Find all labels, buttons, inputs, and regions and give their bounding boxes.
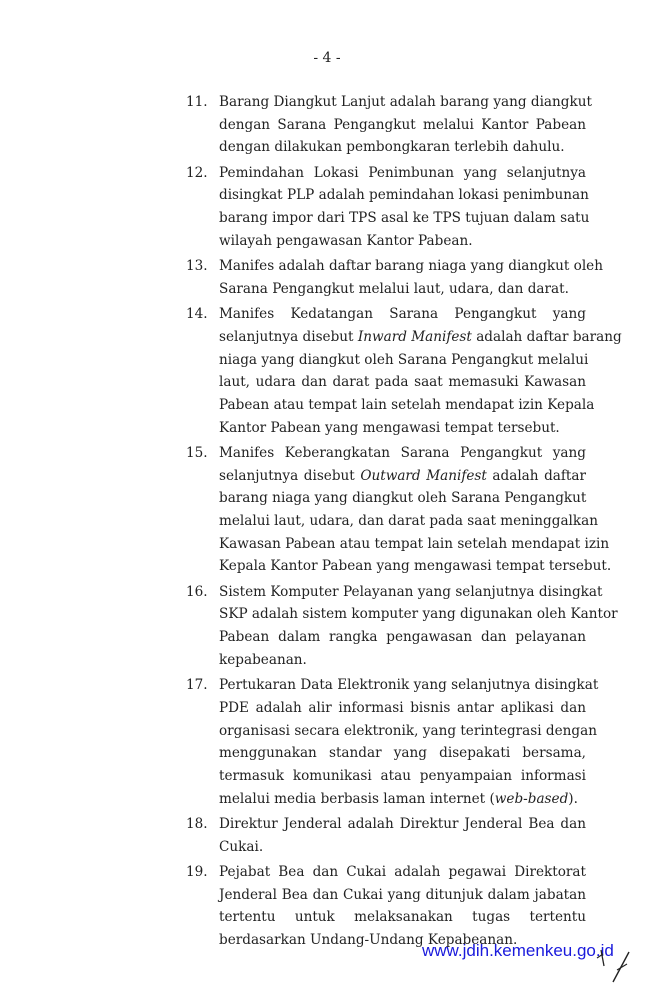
italic-term: web-based	[494, 790, 569, 807]
item-text-line	[219, 465, 586, 488]
item-text-line: Cukai.	[219, 838, 264, 855]
definition-item	[186, 674, 599, 810]
item-text-line: Kepala Kantor Pabean yang mengawasi tempat tersebut.	[219, 558, 612, 575]
item-text-line	[219, 788, 586, 811]
item-text-line: laut, udara dan darat pada saat memasuki Kawasan	[219, 374, 586, 391]
item-text-line: organisasi secara elektronik, yang terintegrasi dengan	[219, 722, 597, 739]
item-number: 18.	[186, 815, 208, 832]
item-text-line: dengan dilakukan pembongkaran terlebih dahulu.	[219, 139, 565, 156]
definition-item	[186, 162, 590, 253]
item-text-line: Pemindahan Lokasi Penimbunan yang selanjutnya	[219, 164, 586, 181]
item-text-line: dengan Sarana Pengangkut melalui Kantor Pabean	[219, 116, 586, 133]
definition-item	[186, 813, 586, 858]
definition-item	[186, 303, 622, 439]
item-text-line: Jenderal Bea dan Cukai yang ditunjuk dalam jabatan	[219, 886, 586, 903]
item-text-line: Direktur Jenderal adalah Direktur Jenderal Bea dan	[219, 815, 586, 832]
footer-url-link[interactable]: www.jdih.kemenkeu.go.id	[422, 941, 614, 960]
definition-item	[186, 91, 592, 159]
item-text-line: SKP adalah sistem komputer yang digunakan oleh Kantor	[219, 606, 618, 623]
item-number: 11.	[186, 94, 208, 110]
definition-item	[186, 255, 603, 300]
item-text-line: Kantor Pabean yang mengawasi tempat tersebut.	[219, 419, 560, 436]
item-text-line: Barang Diangkut Lanjut adalah barang yang diangkut	[219, 94, 592, 110]
page-number: - 4 -	[313, 50, 341, 66]
item-number: 12.	[186, 164, 208, 181]
item-text-line: niaga yang diangkut oleh Sarana Pengangkut melalui	[219, 351, 589, 368]
item-text-line: PDE adalah alir informasi bisnis antar aplikasi dan	[219, 699, 586, 716]
definition-item	[186, 581, 618, 672]
item-number: 15.	[186, 444, 208, 461]
text-segment: adalah daftar	[486, 467, 586, 484]
definition-item	[186, 861, 586, 952]
item-text-line: berdasarkan Undang-Undang Kepabeanan.	[219, 932, 518, 949]
item-text-line: Sistem Komputer Pelayanan yang selanjutnya disingkat	[219, 583, 603, 600]
item-text-line: barang niaga yang diangkut oleh Sarana Pengangkut	[219, 490, 587, 507]
definition-item	[186, 442, 612, 578]
item-text-line: barang impor dari TPS asal ke TPS tujuan dalam satu	[219, 210, 590, 227]
italic-term: Outward Manifest	[360, 467, 487, 484]
text-segment: selanjutnya disebut	[219, 328, 358, 345]
item-text-line: Sarana Pengangkut melalui laut, udara, dan darat.	[219, 280, 569, 297]
item-text-line: disingkat PLP adalah pemindahan lokasi penimbunan	[219, 187, 589, 204]
item-text-line: Pabean dalam rangka pengawasan dan pelayanan	[219, 629, 586, 646]
item-text-line: menggunakan standar yang disepakati bersama,	[219, 745, 586, 762]
item-text-line: Manifes Kedatangan Sarana Pengangkut yang	[219, 306, 586, 323]
paraf-signature	[595, 948, 635, 988]
item-text-line: Manifes Keberangkatan Sarana Pengangkut yang	[219, 444, 586, 461]
item-text-line	[219, 326, 622, 349]
item-text-line: kepabeanan.	[219, 651, 307, 668]
item-text-line: Pabean atau tempat lain setelah mendapat izin Kepala	[219, 396, 595, 413]
item-number: 16.	[186, 583, 208, 600]
item-number: 14.	[186, 306, 208, 323]
text-segment: selanjutnya disebut	[219, 467, 361, 484]
text-segment: melalui media berbasis laman internet (	[219, 790, 495, 807]
item-number: 19.	[186, 863, 208, 880]
definitions-list	[186, 91, 622, 954]
text-segment: ).	[568, 790, 578, 807]
text-segment: adalah daftar barang	[471, 328, 622, 345]
item-text-line: Pejabat Bea dan Cukai adalah pegawai Direktorat	[219, 863, 586, 880]
item-text-line: termasuk komunikasi atau penyampaian informasi	[219, 767, 586, 784]
item-text-line: Kawasan Pabean atau tempat lain setelah mendapat izin	[219, 535, 610, 552]
item-text-line: Pertukaran Data Elektronik yang selanjutnya disingkat	[219, 677, 599, 694]
item-number: 17.	[186, 677, 208, 694]
item-text-line: wilayah pengawasan Kantor Pabean.	[219, 232, 473, 249]
italic-term: Inward Manifest	[357, 328, 472, 345]
item-text-line: Manifes adalah daftar barang niaga yang diangkut oleh	[219, 258, 603, 275]
item-text-line: tertentu untuk melaksanakan tugas tertentu	[219, 909, 586, 926]
item-text-line: melalui laut, udara, dan darat pada saat meninggalkan	[219, 513, 598, 530]
item-number: 13.	[186, 258, 208, 275]
